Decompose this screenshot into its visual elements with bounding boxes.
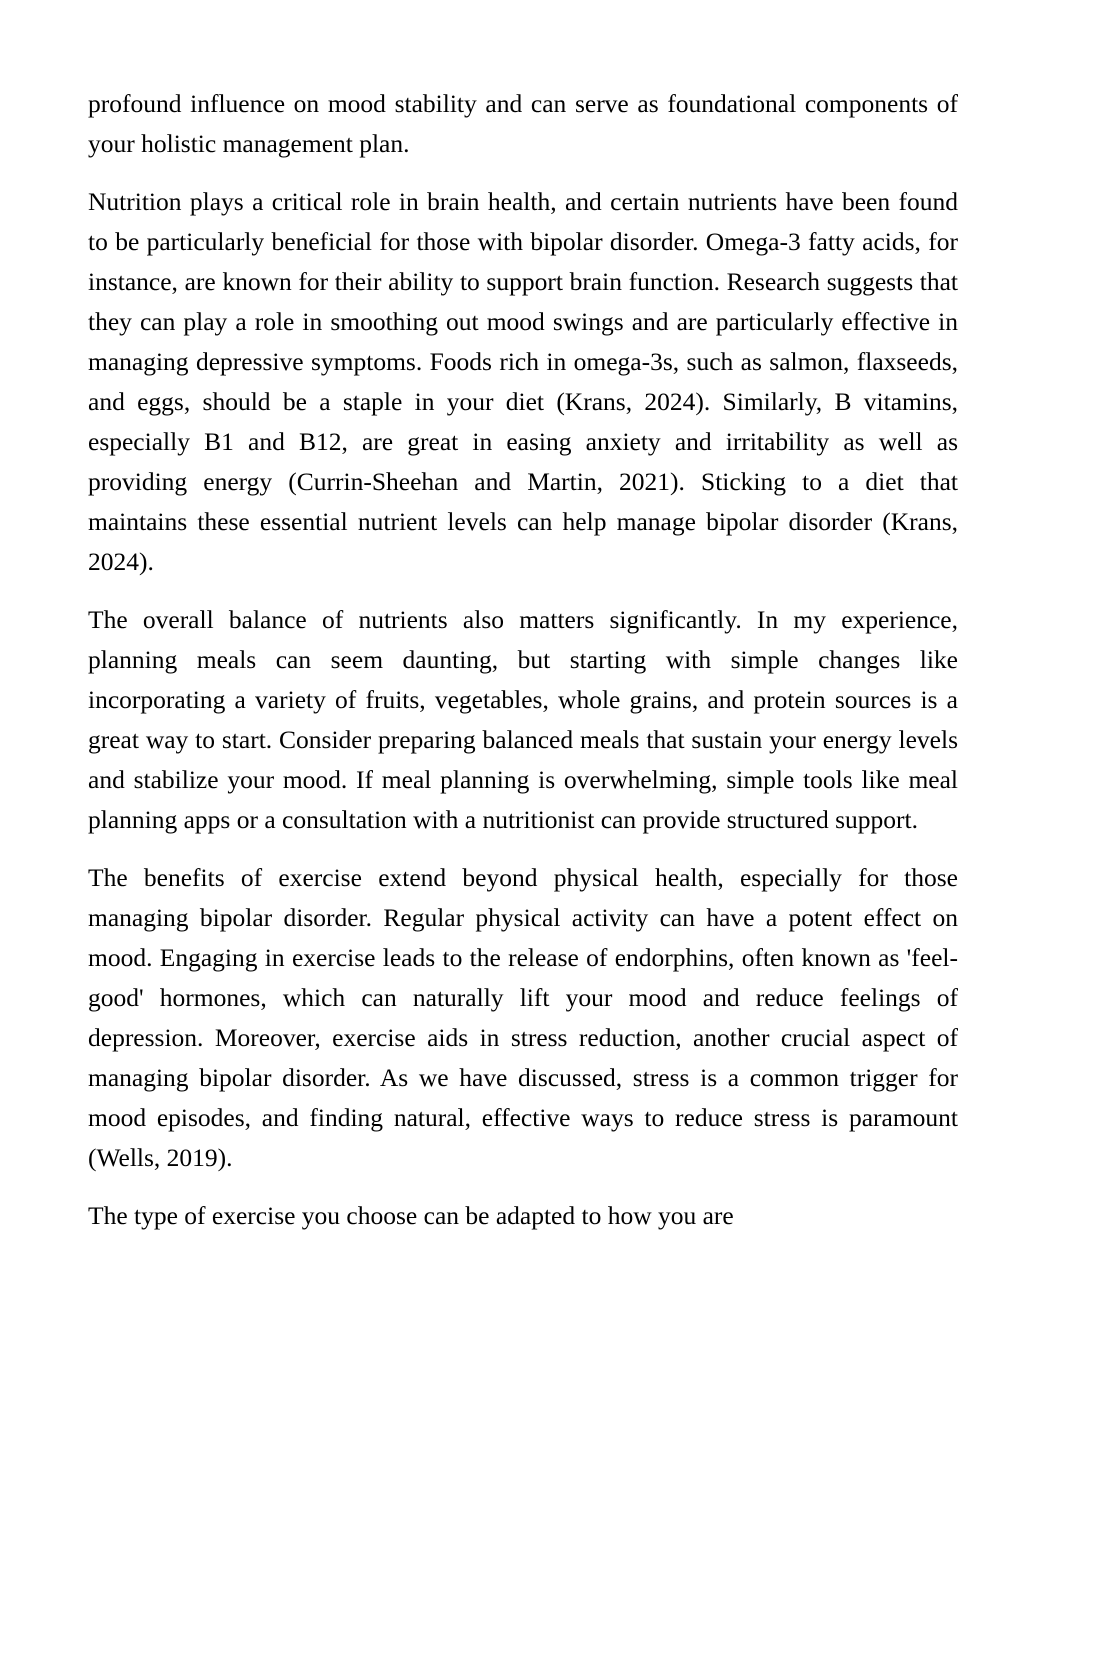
paragraph-5-exercise-type: The type of exercise you choose can be adapted to how you are [88, 1201, 734, 1230]
paragraph-1: profound influence on mood stability and can serve as foundational components of your holistic management plan. [88, 89, 958, 158]
body-text-column [88, 84, 958, 1236]
paragraph-2-nutrition: Nutrition plays a critical role in brain health, and certain nutrients have been found to be particularly beneficial for those with bipolar disorder. Omega-3 fatty acids, for instance, are known for their ability to support brain function. Research suggests that they can play a role in smoothing out mood swings and are particularly effective in managing depressive symptoms. Foods rich in omega-3s, such as salmon, flaxseeds, and eggs, should be a staple in your diet (Krans, 2024). Similarly, B vitamins, especially B1 and B12, are great in easing anxiety and irritability as well as providing energy (Currin-Sheehan and Martin, 2021). Sticking to a diet that maintains these essential nutrient levels can help manage bipolar disorder (Krans, 2024). [88, 187, 958, 576]
paragraph-4-exercise-benefits: The benefits of exercise extend beyond physical health, especially for those managing bipolar disorder. Regular physical activity can have a potent effect on mood. Engaging in exercise leads to the release of endorphins, often known as 'feel-good' hormones, which can naturally lift your mood and reduce feelings of depression. Moreover, exercise aids in stress reduction, another crucial aspect of managing bipolar disorder. As we have discussed, stress is a common trigger for mood episodes, and finding natural, effective ways to reduce stress is paramount (Wells, 2019). [88, 863, 958, 1172]
paragraph-3-nutrient-balance: The overall balance of nutrients also matters significantly. In my experience, planning meals can seem daunting, but starting with simple changes like incorporating a variety of fruits, vegetables, whole grains, and protein sources is a great way to start. Consider preparing balanced meals that sustain your energy levels and stabilize your mood. If meal planning is overwhelming, simple tools like meal planning apps or a consultation with a nutritionist can provide structured support. [88, 605, 958, 834]
